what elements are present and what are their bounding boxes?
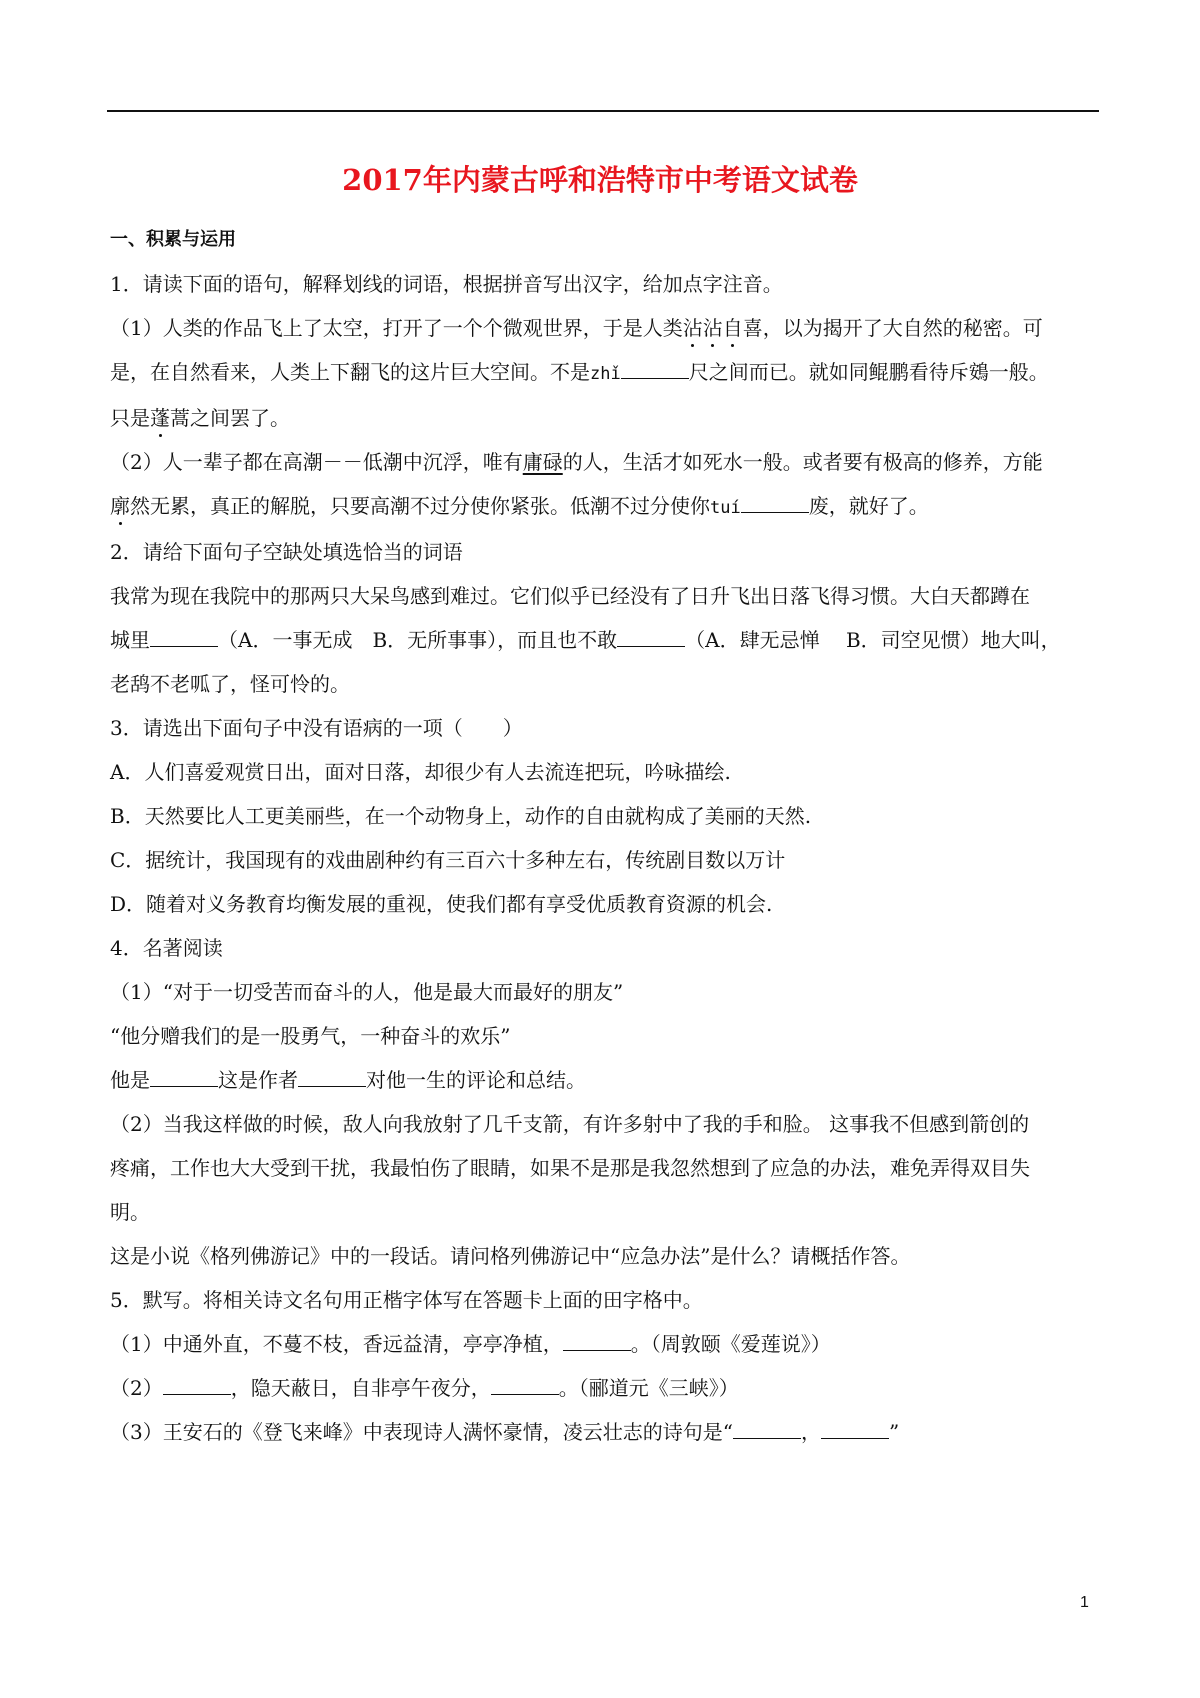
page-title: 2017年内蒙古呼和浩特市中考语文试卷 [342,163,858,197]
question-4-line: 这是小说《格列佛游记》中的一段话。请问格列佛游记中“应急办法”是什么？请概括作答。 [110,1244,911,1268]
question-5-line: （1）中通外直，不蔓不枝，香远益清，亭亭净植， 。（周敦颐《爱莲说》） [110,1332,831,1356]
question-2-line: 老鸹不老呱了，怪可怜的。 [110,672,350,696]
page-number: 1 [1080,1594,1089,1611]
underlined-word: 庸碌 [522,450,563,474]
answer-blank [617,628,685,647]
question-4-stem: 4．名著阅读 [110,936,223,960]
question-1-stem: 1．请读下面的语句，解释划线的词语，根据拼音写出汉字，给加点字注音。 [110,272,783,296]
answer-blank [298,1068,366,1087]
answer-blank [733,1420,801,1439]
question-2-stem: 2．请给下面句子空缺处填选恰当的词语 [110,540,463,564]
answer-blank [491,1376,559,1395]
answer-blank [150,628,218,647]
question-4-line: 疼痛，工作也大大受到干扰，我最怕伤了眼睛，如果不是那是我忽然想到了应急的办法，难免弄得双目失 [110,1156,1030,1180]
question-1-line: 只是蓬蒿之间罢了。 [110,406,290,430]
question-1-line: （1）人类的作品飞上了太空，打开了一个个微观世界，于是人类沾沾自喜，以为揭开了大自然的秘密。可 [110,316,1043,340]
question-5-line: （3）王安石的《登飞来峰》中表现诗人满怀豪情，凌云壮志的诗句是“ ， ” [110,1420,900,1444]
section-heading: 一、积累与运用 [110,229,236,250]
question-2-line: 城里 （A．一事无成 B．无所事事），而且也不敢 （A．肆无忌惮 B．司空见惯）地大叫， [110,628,1061,652]
answer-blank [621,360,689,379]
option-b: B．天然要比人工更美丽些，在一个动物身上，动作的自由就构成了美丽的天然. [110,804,812,828]
answer-blank [150,1068,218,1087]
question-5-line: （2） ，隐天蔽日，自非亭午夜分， 。（郦道元《三峡》） [110,1376,739,1400]
exam-content [110,218,1100,1454]
question-4-line: （2）当我这样做的时候，敌人向我放射了几千支箭，有许多射中了我的手和脸。 这事我不但感到箭创的 [110,1112,1030,1136]
answer-blank [741,494,809,513]
option-a: A．人们喜爱观赏日出，面对日落，却很少有人去流连把玩，吟咏描绘. [110,760,731,784]
question-4-line: 明。 [110,1200,150,1224]
question-2-line: 我常为现在我院中的那两只大呆鸟感到难过。它们似乎已经没有了日升飞出日落飞得习惯。大白天都蹲在 [110,584,1030,608]
question-1-line: 廓然无累，真正的解脱，只要高潮不过分使你紧张。低潮不过分使你tuí 废，就好了。 [110,494,929,518]
question-4-line: “他分赠我们的是一股勇气，一种奋斗的欢乐” [110,1024,511,1048]
question-4-line: 他是 这是作者 对他一生的评论和总结。 [110,1068,586,1092]
question-5-stem: 5．默写。将相关诗文名句用正楷字体写在答题卡上面的田字格中。 [110,1288,703,1312]
question-4-line: （1）“对于一切受苦而奋斗的人，他是最大而最好的朋友” [110,980,624,1004]
question-1-line: 是，在自然看来，人类上下翻飞的这片巨大空间。不是zhǐ 尺之间而已。就如同鲲鹏看待斥鴳一般。 [110,360,1049,384]
answer-blank [163,1376,231,1395]
answer-blank [563,1332,631,1351]
option-d: D．随着对义务教育均衡发展的重视，使我们都有享受优质教育资源的机会. [110,892,773,916]
option-c: C．据统计，我国现有的戏曲剧种约有三百六十多种左右，传统剧目数以万计 [110,848,786,872]
header-rule [107,110,1099,112]
question-3-stem: 3．请选出下面句子中没有语病的一项（ ） [110,716,523,740]
question-1-line: （2）人一辈子都在高潮－－低潮中沉浮，唯有庸碌的人，生活才如死水一般。或者要有极高的修养，方能 [110,450,1043,474]
answer-blank [821,1420,889,1439]
